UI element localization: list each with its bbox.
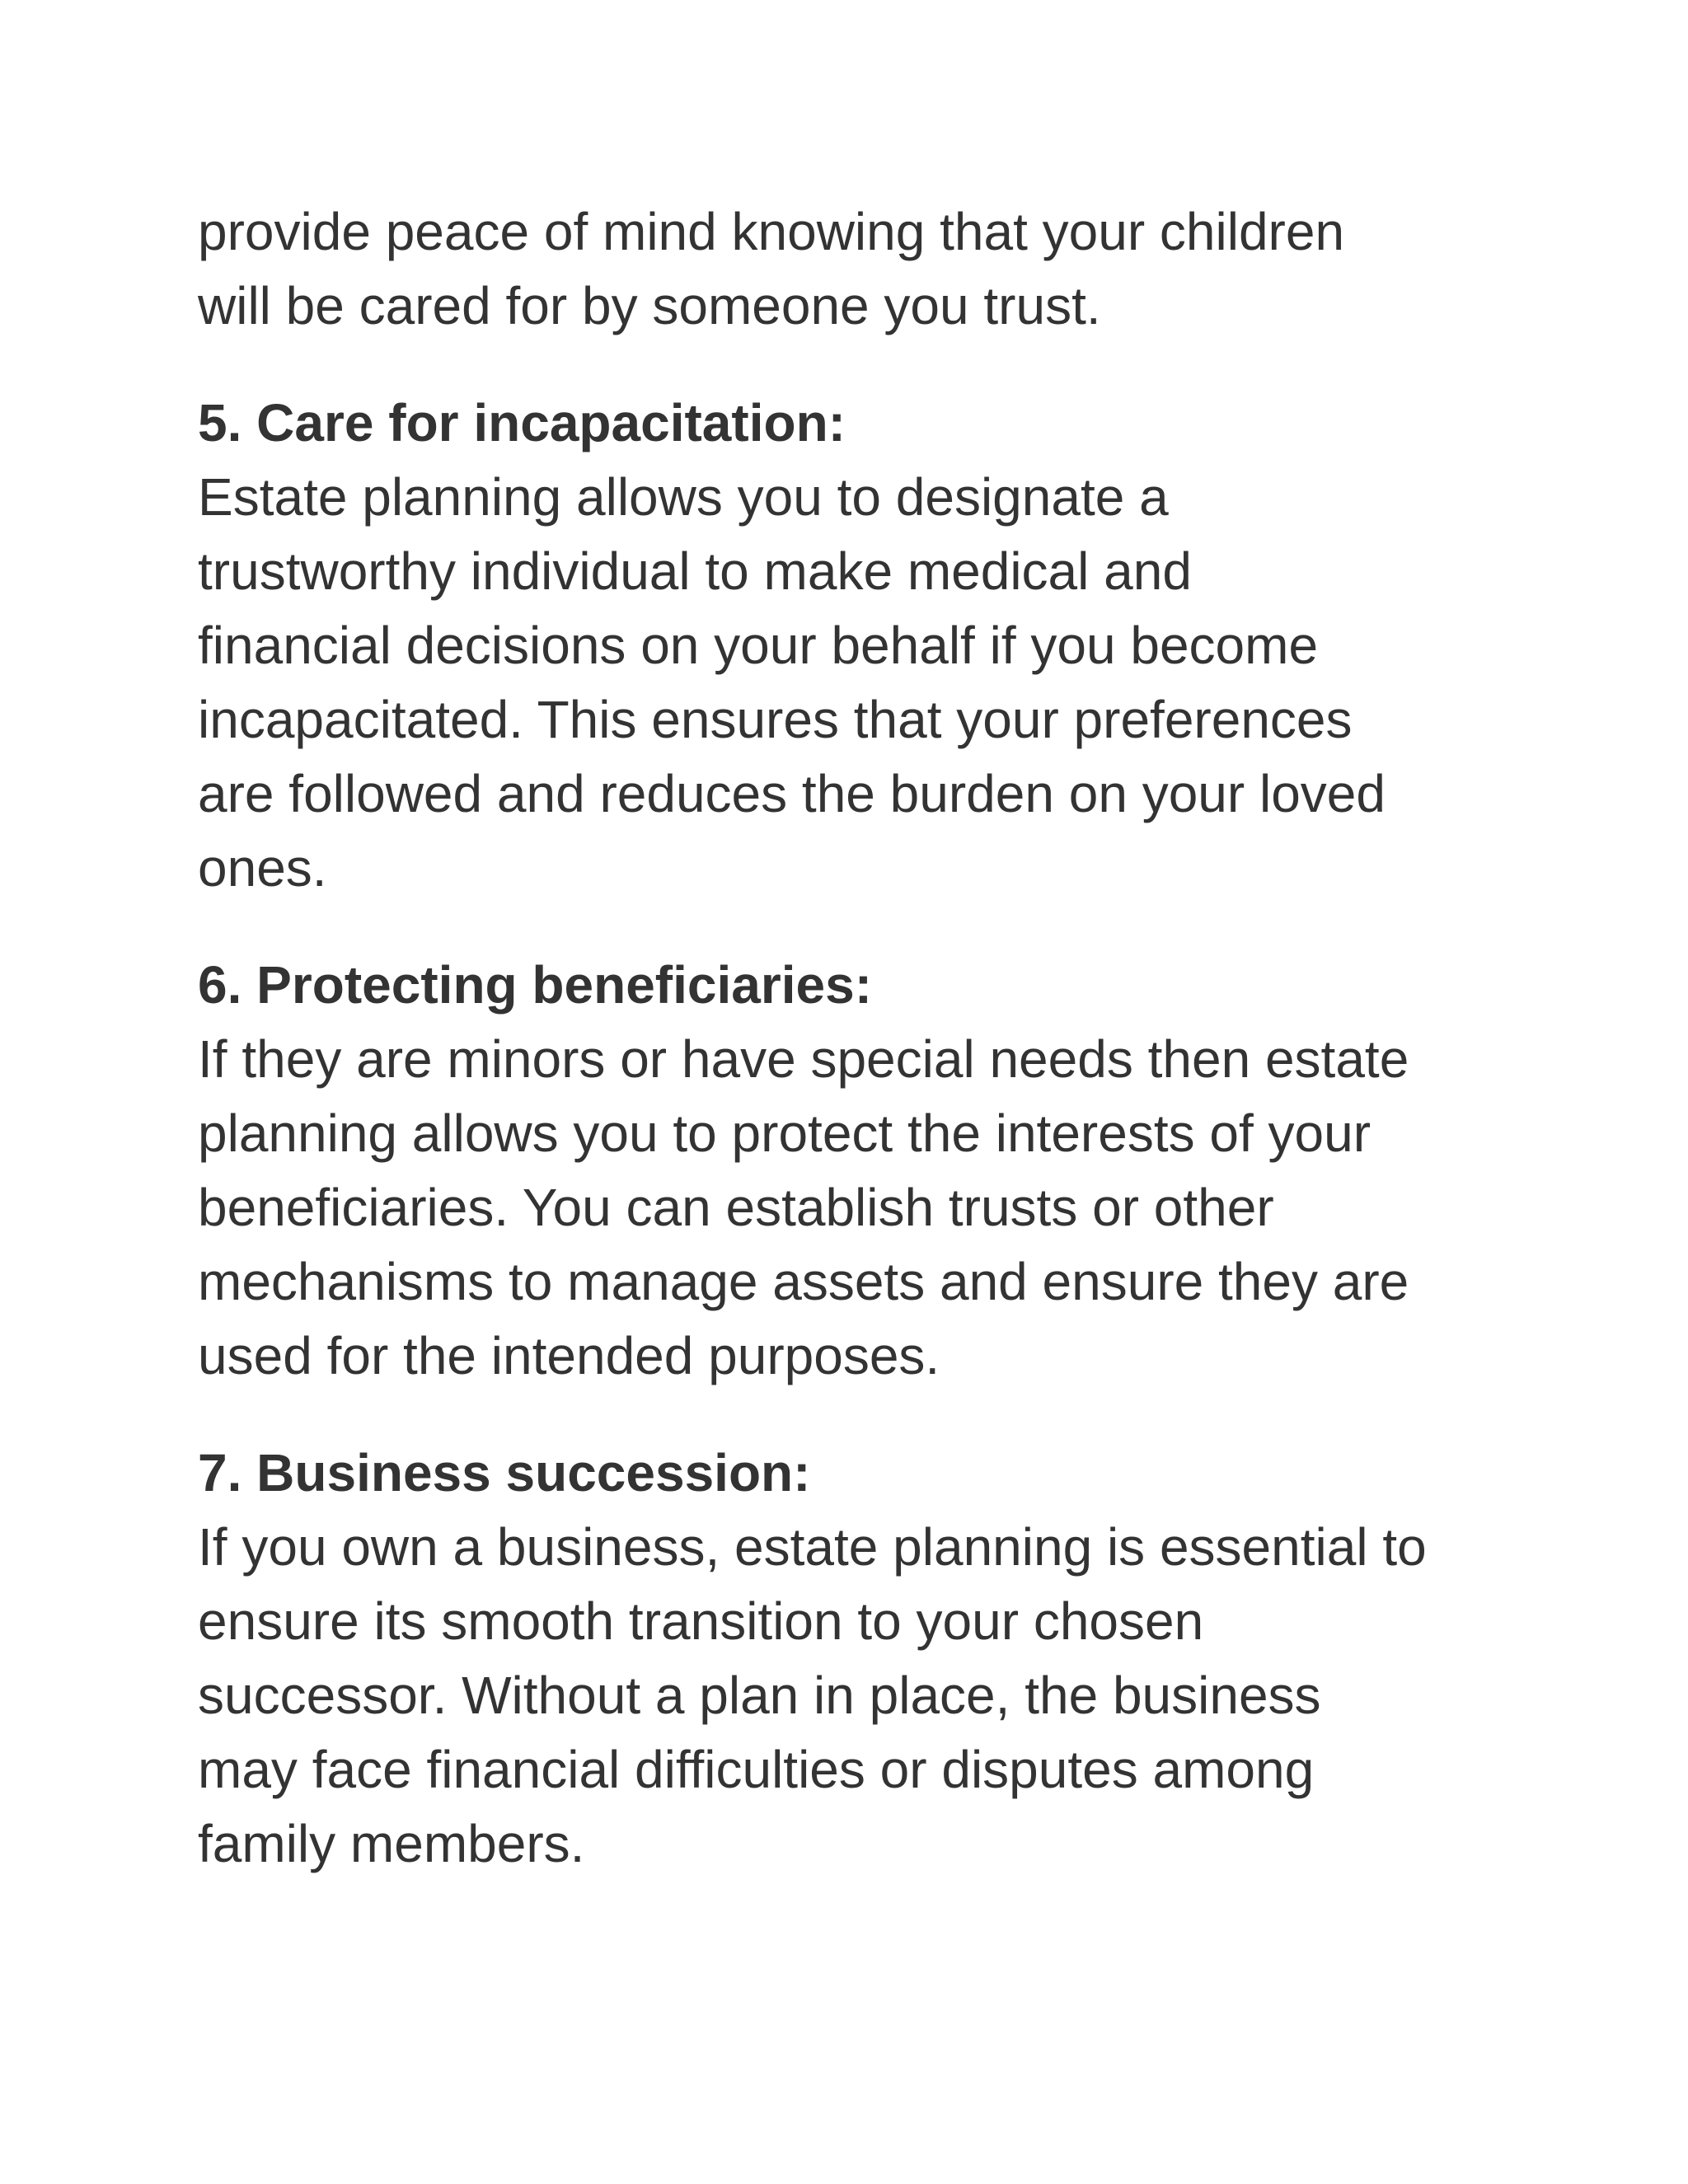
paragraph-line: successor. Without a plan in place, the business: [198, 1666, 1321, 1725]
section-heading: 7. Business succession:: [198, 1443, 811, 1502]
paragraph-line: will be cared for by someone you trust.: [198, 276, 1101, 335]
paragraph-line: provide peace of mind knowing that your children: [198, 202, 1345, 261]
paragraph-line: mechanisms to manage assets and ensure they are: [198, 1252, 1409, 1311]
paragraph-line: trustworthy individual to make medical and: [198, 541, 1192, 601]
paragraph-line: If they are minors or have special needs then estate: [198, 1029, 1409, 1089]
paragraph-line: planning allows you to protect the interests of your: [198, 1104, 1372, 1163]
section-heading: 5. Care for incapacitation:: [198, 393, 846, 452]
section-business-succession: [198, 1436, 1517, 1881]
paragraph-line: ensure its smooth transition to your chosen: [198, 1591, 1204, 1651]
paragraph-line: ones.: [198, 838, 327, 898]
intro-paragraph: [198, 194, 1517, 343]
section-heading: 6. Protecting beneficiaries:: [198, 955, 873, 1015]
paragraph-line: used for the intended purposes.: [198, 1326, 940, 1385]
paragraph-line: may face financial difficulties or disputes among: [198, 1740, 1315, 1799]
paragraph-line: If you own a business, estate planning is essential to: [198, 1517, 1427, 1577]
paragraph-line: Estate planning allows you to designate a: [198, 467, 1169, 527]
paragraph-line: beneficiaries. You can establish trusts or other: [198, 1178, 1274, 1237]
paragraph-line: financial decisions on your behalf if you become: [198, 616, 1319, 675]
paragraph-line: family members.: [198, 1814, 585, 1873]
paragraph-line: are followed and reduces the burden on your loved: [198, 764, 1386, 823]
document-page: [198, 194, 1517, 1881]
section-care-for-incapacitation: [198, 386, 1517, 905]
section-protecting-beneficiaries: [198, 948, 1517, 1393]
paragraph-line: incapacitated. This ensures that your preferences: [198, 690, 1353, 749]
